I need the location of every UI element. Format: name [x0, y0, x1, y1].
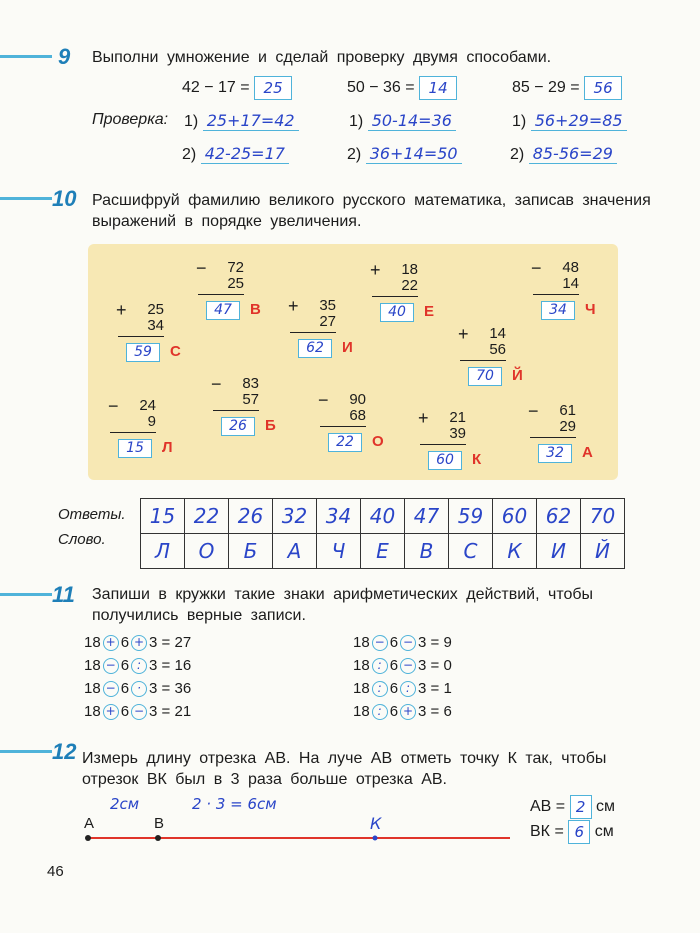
operand: 21: [449, 409, 466, 426]
equation-row: [84, 703, 191, 720]
word-letter-cell[interactable]: Л: [141, 534, 185, 569]
number: 6: [389, 680, 399, 697]
code-letter: С: [170, 343, 181, 360]
card-answer-box[interactable]: 34: [541, 301, 575, 320]
check-answer[interactable]: 25+17=42: [203, 111, 299, 131]
card-answer-box[interactable]: 47: [206, 301, 240, 320]
equation-row: [84, 680, 191, 697]
answer-cell[interactable]: 15: [141, 499, 185, 534]
sum-line: [530, 437, 576, 438]
expression-card: [420, 410, 466, 445]
sign-circle[interactable]: −: [372, 635, 388, 651]
operand: 35: [319, 297, 336, 314]
number: 3: [418, 657, 427, 674]
word-letter-cell[interactable]: И: [537, 534, 581, 569]
operand: 39: [449, 425, 466, 442]
code-letter: Л: [162, 439, 173, 456]
answer-cell[interactable]: 22: [185, 499, 229, 534]
expression-card: [213, 376, 259, 411]
sign-circle[interactable]: −: [131, 704, 147, 720]
operand: 68: [349, 407, 366, 424]
number: 18: [84, 680, 101, 697]
ab-length: АВ = 2 см: [530, 795, 615, 819]
code-letter: А: [582, 444, 593, 461]
point-k-dot: [373, 836, 378, 841]
check-answer[interactable]: 56+29=85: [531, 111, 627, 131]
task-9-expr-2: 50 − 36 = 14: [347, 76, 457, 100]
operand: 25: [227, 275, 244, 292]
answer-cell[interactable]: 26: [229, 499, 273, 534]
point-k-label: К: [370, 814, 382, 833]
task-9-expr-3: 85 − 29 = 56: [512, 76, 622, 100]
sign-circle[interactable]: :: [400, 681, 416, 697]
card-answer-box[interactable]: 15: [118, 439, 152, 458]
word-letter-cell[interactable]: К: [493, 534, 537, 569]
result: = 0: [430, 657, 452, 674]
word-letter-cell[interactable]: Е: [361, 534, 405, 569]
sign-circle[interactable]: +: [400, 704, 416, 720]
code-letter: И: [342, 339, 353, 356]
operand: 14: [562, 275, 579, 292]
operand: 83: [242, 375, 259, 392]
answer-cell[interactable]: 32: [273, 499, 317, 534]
expression-card: [198, 260, 244, 295]
answers-label: Ответы.: [58, 506, 126, 523]
operand: 9: [147, 413, 156, 430]
operator: −: [211, 374, 222, 394]
answer-box[interactable]: 14: [419, 76, 457, 100]
result: = 36: [161, 680, 192, 697]
operand: 90: [349, 391, 366, 408]
operand: 25: [147, 301, 164, 318]
sum-line: [213, 410, 259, 411]
sign-circle[interactable]: :: [131, 658, 147, 674]
check-answer[interactable]: 42-25=17: [201, 144, 289, 164]
operator: −: [528, 401, 539, 421]
handwritten-note: 2см: [110, 795, 140, 813]
operand: 57: [242, 391, 259, 408]
check-row: 2) 85-56=29: [510, 144, 617, 164]
sign-circle[interactable]: +: [103, 704, 119, 720]
sign-circle[interactable]: ·: [131, 681, 147, 697]
sign-circle[interactable]: −: [400, 658, 416, 674]
answer-cell[interactable]: 70: [581, 499, 625, 534]
ray-ab: [70, 810, 520, 850]
number: 6: [120, 703, 130, 720]
check-answer[interactable]: 50-14=36: [368, 111, 456, 131]
operand: 14: [489, 325, 506, 342]
card-answer-box[interactable]: 22: [328, 433, 362, 452]
word-label: Слово.: [58, 531, 106, 548]
ab-answer-box[interactable]: 2: [570, 795, 592, 819]
operator: −: [318, 390, 329, 410]
point-a-dot: [85, 835, 91, 841]
sum-line: [372, 296, 418, 297]
sign-circle[interactable]: −: [400, 635, 416, 651]
point-b-dot: [155, 835, 161, 841]
number: 3: [418, 680, 427, 697]
equation-row: [353, 634, 452, 651]
page-number: 46: [47, 863, 64, 880]
answers-table: [140, 498, 625, 569]
task-12-number: 12: [52, 739, 77, 764]
task-11-number: 11: [52, 582, 75, 607]
sign-circle[interactable]: :: [372, 658, 388, 674]
operator: +: [418, 408, 429, 428]
card-answer-box[interactable]: 60: [428, 451, 462, 470]
card-answer-box[interactable]: 40: [380, 303, 414, 322]
number: 18: [353, 657, 370, 674]
operand: 22: [401, 277, 418, 294]
check-row: 1) 56+29=85: [512, 111, 627, 131]
answer-cell[interactable]: 40: [361, 499, 405, 534]
operand: 61: [559, 402, 576, 419]
sign-circle[interactable]: −: [103, 658, 119, 674]
handwritten-note: 2 · 3 = 6см: [192, 795, 277, 813]
check-row: 1) 25+17=42: [184, 111, 299, 131]
sign-circle[interactable]: :: [372, 704, 388, 720]
number: 3: [149, 680, 158, 697]
sum-line: [110, 432, 156, 433]
number: 18: [353, 634, 370, 651]
operand: 72: [227, 259, 244, 276]
number: 6: [389, 703, 399, 720]
operator: −: [196, 258, 207, 278]
result: = 21: [161, 703, 192, 720]
operand: 48: [562, 259, 579, 276]
result: = 6: [430, 703, 452, 720]
word-letter-cell[interactable]: Б: [229, 534, 273, 569]
operand: 27: [319, 313, 336, 330]
point-b-label: В: [154, 815, 165, 832]
check-row: 2) 36+14=50: [347, 144, 462, 164]
task-marker: [0, 750, 52, 753]
operand: 56: [489, 341, 506, 358]
sum-line: [320, 426, 366, 427]
expression-card: [533, 260, 579, 295]
equation-row: [353, 703, 452, 720]
check-label: Проверка:: [92, 111, 169, 128]
result: = 27: [161, 634, 192, 651]
bk-answer-box[interactable]: 6: [568, 820, 590, 844]
check-row: 2) 42-25=17: [182, 144, 289, 164]
code-letter: Б: [265, 417, 276, 434]
sign-circle[interactable]: :: [372, 681, 388, 697]
expression-card: [530, 403, 576, 438]
answer-cell[interactable]: 47: [405, 499, 449, 534]
equation-row: [353, 657, 452, 674]
sign-circle[interactable]: +: [103, 635, 119, 651]
card-answer-box[interactable]: 70: [468, 367, 502, 386]
sum-line: [460, 360, 506, 361]
check-row: 1) 50-14=36: [349, 111, 456, 131]
operator: −: [108, 396, 119, 416]
card-answer-box[interactable]: 32: [538, 444, 572, 463]
number: 3: [418, 634, 427, 651]
code-letter: К: [472, 451, 482, 468]
card-answer-box[interactable]: 62: [298, 339, 332, 358]
equation-row: [84, 657, 191, 674]
task-12-text: Измерь длину отрезка АВ. На луче АВ отметь точку К так, чтобы отрезок ВК был в 3 раза больше отрезка АВ.: [82, 750, 607, 788]
word-letter-cell[interactable]: Ч: [317, 534, 361, 569]
task-9-text: Выполни умножение и сделай проверку двумя способами.: [92, 49, 552, 66]
code-letter: Й: [512, 367, 523, 384]
expression-card: [372, 262, 418, 297]
check-answer[interactable]: 36+14=50: [366, 144, 462, 164]
bk-length: ВК = 6 см: [530, 820, 614, 844]
expression-card: [320, 392, 366, 427]
card-answer-box[interactable]: 59: [126, 343, 160, 362]
result: = 16: [161, 657, 192, 674]
task-marker: [0, 55, 52, 58]
result: = 9: [430, 634, 452, 651]
number: 3: [149, 657, 158, 674]
sum-line: [118, 336, 164, 337]
equation-row: [84, 634, 191, 651]
word-letter-cell[interactable]: Й: [581, 534, 625, 569]
check-answer[interactable]: 85-56=29: [529, 144, 617, 164]
card-answer-box[interactable]: 26: [221, 417, 255, 436]
task-10-number: 10: [52, 186, 77, 211]
number: 18: [84, 634, 101, 651]
answer-box[interactable]: 56: [584, 76, 622, 100]
number: 6: [120, 680, 130, 697]
operator: +: [288, 296, 299, 316]
operator: +: [370, 260, 381, 280]
task-10-text: Расшифруй фамилию великого русского математика, записав значения выражений в порядке увеличения.: [92, 192, 651, 230]
code-letter: Е: [424, 303, 435, 320]
number: 18: [84, 703, 101, 720]
answer-cell[interactable]: 62: [537, 499, 581, 534]
operand: 29: [559, 418, 576, 435]
sign-circle[interactable]: +: [131, 635, 147, 651]
sum-line: [420, 444, 466, 445]
point-a-label: А: [84, 815, 95, 832]
expression-card: [460, 326, 506, 361]
operator: +: [116, 300, 127, 320]
sum-line: [290, 332, 336, 333]
equation-row: [353, 680, 452, 697]
word-letter-cell[interactable]: А: [273, 534, 317, 569]
number: 6: [120, 657, 130, 674]
expression-card: [110, 398, 156, 433]
number: 6: [389, 634, 399, 651]
answer-cell[interactable]: 60: [493, 499, 537, 534]
number: 18: [353, 680, 370, 697]
number: 6: [389, 657, 399, 674]
number: 6: [120, 634, 130, 651]
number: 18: [84, 657, 101, 674]
task-11-text: Запиши в кружки такие знаки арифметических действий, чтобы получились верные записи.: [92, 586, 594, 624]
code-letter: Ч: [585, 301, 596, 318]
task-9-number: 9: [58, 44, 71, 69]
answer-cell[interactable]: 59: [449, 499, 493, 534]
task-marker: [0, 593, 52, 596]
task-9-expr-1: 42 − 17 = 25: [182, 76, 292, 100]
operand: 24: [139, 397, 156, 414]
task-marker: [0, 197, 52, 200]
expression-card: [118, 302, 164, 337]
operand: 18: [401, 261, 418, 278]
code-letter: О: [372, 433, 384, 450]
word-letter-cell[interactable]: О: [185, 534, 229, 569]
sign-circle[interactable]: −: [103, 681, 119, 697]
number: 3: [418, 703, 427, 720]
word-letter-cell[interactable]: С: [449, 534, 493, 569]
expression-card: [290, 298, 336, 333]
operand: 34: [147, 317, 164, 334]
sum-line: [198, 294, 244, 295]
sum-line: [533, 294, 579, 295]
code-letter: В: [250, 301, 261, 318]
number: 18: [353, 703, 370, 720]
number: 3: [149, 703, 158, 720]
answer-cell[interactable]: 34: [317, 499, 361, 534]
operator: +: [458, 324, 469, 344]
answer-box[interactable]: 25: [254, 76, 292, 100]
result: = 1: [430, 680, 452, 697]
operator: −: [531, 258, 542, 278]
word-letter-cell[interactable]: В: [405, 534, 449, 569]
number: 3: [149, 634, 158, 651]
